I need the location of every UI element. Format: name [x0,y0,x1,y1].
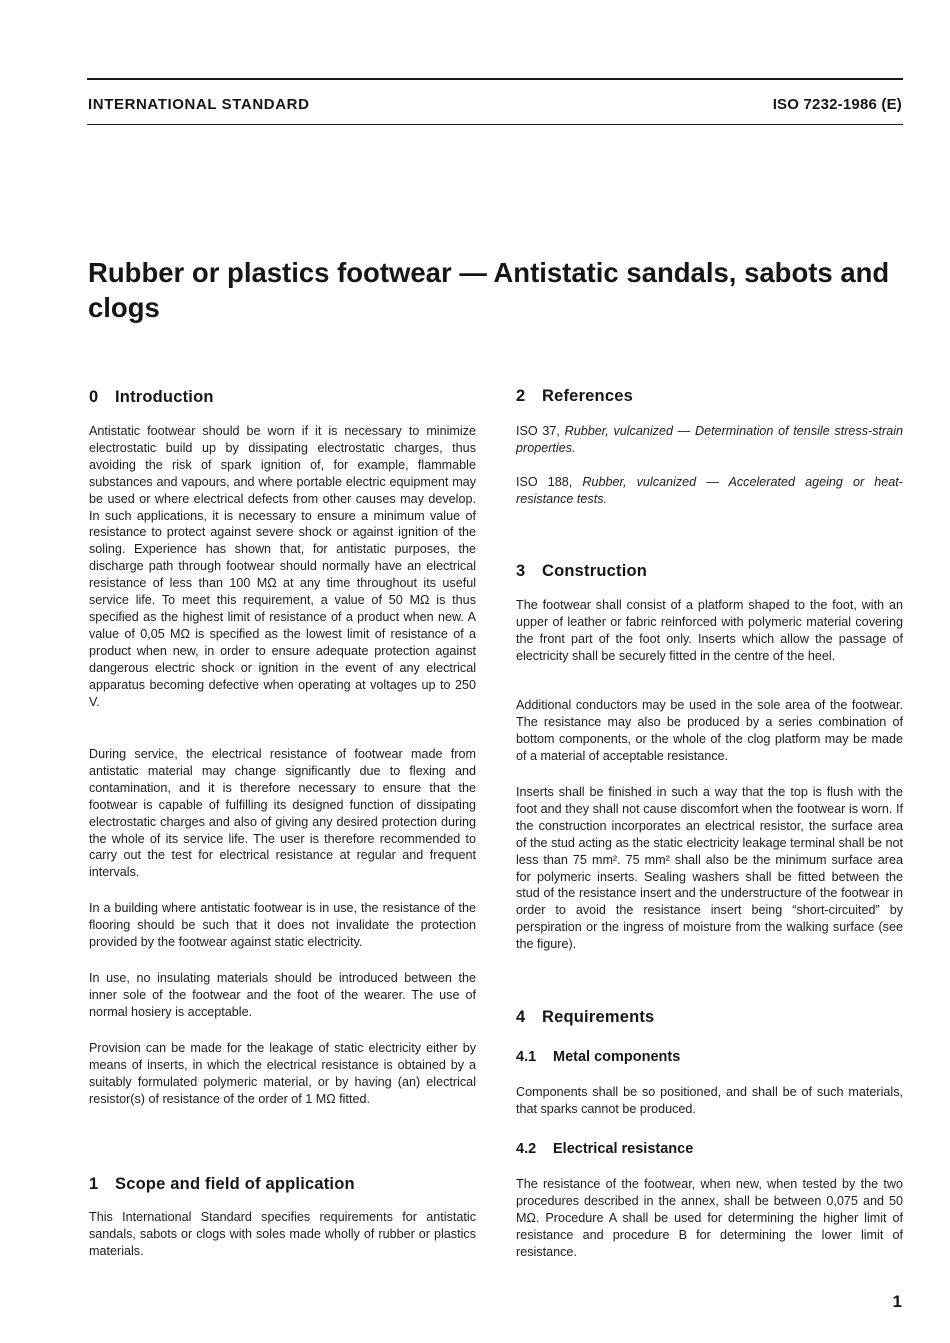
reference-item [516,474,903,508]
reference-item [516,423,903,457]
subsection-title: Electrical resistance [553,1141,694,1157]
top-rule [87,78,903,80]
document-title: Rubber or plastics footwear — Antistatic sandals, sabots and clogs [88,257,890,323]
subsection-number: 4.1 [516,1049,537,1065]
section-title: References [542,387,633,405]
construction-paragraph-1: The footwear shall consist of a platform shaped to the foot, with an upper of leather or fabric reinforced with polymeric material covering the front part of the foot only. Inserts which allow the passage of electricity shall be securely fitted in the centre of the heel. [516,598,903,663]
intro-paragraph-4: In use, no insulating materials should be introduced between the inner sole of the footwear and the foot of the wearer. The use of normal hosiery is acceptable. [89,971,476,1019]
section-title: Introduction [115,388,214,406]
section-title: Scope and field of application [115,1175,355,1193]
construction-paragraph-3: Inserts shall be finished in such a way that the top is flush with the foot and they shall not cause discomfort when the footwear is worn. If the construction incorporates an electrical resistor, the surface area of the stud acting as the static electricity leakage terminal shall be not less than 75 mm². 75 mm² shall also be the minimum surface area for polymeric inserts. Sealing washers shall be fitted between the stud of the resistance insert and the understructure of the footwear in order to avoid the resistance insert being “short-circuited” by perspiration or the ingress of moisture from the walking surface (see the figure). [516,785,903,952]
section-number: 4 [516,1008,526,1026]
section-number: 2 [516,387,526,405]
section-heading-introduction [89,388,214,407]
scope-paragraph: This International Standard specifies requirements for antistatic sandals, sabots or clogs with soles made wholly of rubber or plastics materials. [89,1210,476,1258]
electrical-resistance-paragraph: The resistance of the footwear, when new, when tested by the two procedures described in the annex, shall be between 0,075 and 50 MΩ. Procedure A shall be used for determining the higher limit of resistance and procedure B for determining the lower limit of resistance. [516,1177,903,1259]
section-title: Construction [542,562,648,580]
intro-paragraph-3: In a building where antistatic footwear is in use, the resistance of the flooring should be such that it does not invalidate the protection provided by the footwear against static electricity. [89,901,476,949]
section-title: Requirements [542,1008,655,1026]
intro-paragraph-5: Provision can be made for the leakage of static electricity either by means of inserts, in which the electrical resistance is obtained by a suitably formulated polymeric material, or by having (an) electrical resistor(s) of resistance of the order of 1 MΩ fitted. [89,1041,476,1106]
metal-components-paragraph: Components shall be so positioned, and shall be of such materials, that sparks cannot be produced. [516,1085,903,1116]
subsection-heading-electrical [516,1141,693,1157]
section-number: 0 [89,388,99,406]
reference-code: ISO 37, [516,424,560,438]
page-number: 1 [892,1292,902,1311]
section-heading-scope [89,1175,355,1194]
standard-label: INTERNATIONAL STANDARD [88,96,310,113]
subsection-heading-metal [516,1049,680,1065]
section-number: 3 [516,562,526,580]
reference-title: Rubber, vulcanized — Accelerated ageing or heat-resistance tests. [516,475,903,506]
section-heading-requirements [516,1008,654,1027]
reference-title: Rubber, vulcanized — Determination of tensile stress-strain properties. [516,424,904,455]
construction-paragraph-2: Additional conductors may be used in the sole area of the footwear. The resistance may also be produced by a series combination of bottom components, or the whole of the clog platform may be made of a material of acceptable resistance. [516,698,903,763]
intro-paragraph-2: During service, the electrical resistance of footwear made from antistatic material may change significantly due to flexing and contamination, and it is therefore necessary to ensure that the footwear is capable of fulfilling its designed function of dissipating electrostatic charges and also of giving any desired protection during the whole of its service life. The user is therefore recommended to carry out the test for electrical resistance at regular and frequent intervals. [89,747,476,880]
subsection-number: 4.2 [516,1141,537,1157]
section-heading-construction [516,562,647,581]
reference-code: ISO 188, [516,475,573,489]
section-heading-references [516,387,633,406]
section-number: 1 [89,1175,99,1193]
standard-number: ISO 7232-1986 (E) [772,96,902,113]
subsection-title: Metal components [553,1049,681,1065]
intro-paragraph-1: Antistatic footwear should be worn if it is necessary to minimize electrostatic build up by dissipating electrostatic charges, thus avoiding the risk of spark ignition of, for example, flammable substances and vapours, and where portable electric equipment may be used or where electrical defects from other causes may develop. In such applications, it is necessary to ensure a minimum value of resistance to protect against severe shock or against ignition of the soling. Experience has shown that, for antistatic purposes, the discharge path through footwear should normally have an electrical resistance of less than 100 MΩ at any time throughout its useful service life. To meet this requirement, a value of 50 MΩ is thus specified as the highest limit of resistance of a product when new. A value of 0,05 MΩ is specified as the lowest limit of resistance of a product when new, in order to ensure adequate protection against dangerous electric shock or ignition in the event of any electrical apparatus becoming defective when operating at voltages up to 250 V. [89,424,476,709]
header-rule [87,124,903,125]
